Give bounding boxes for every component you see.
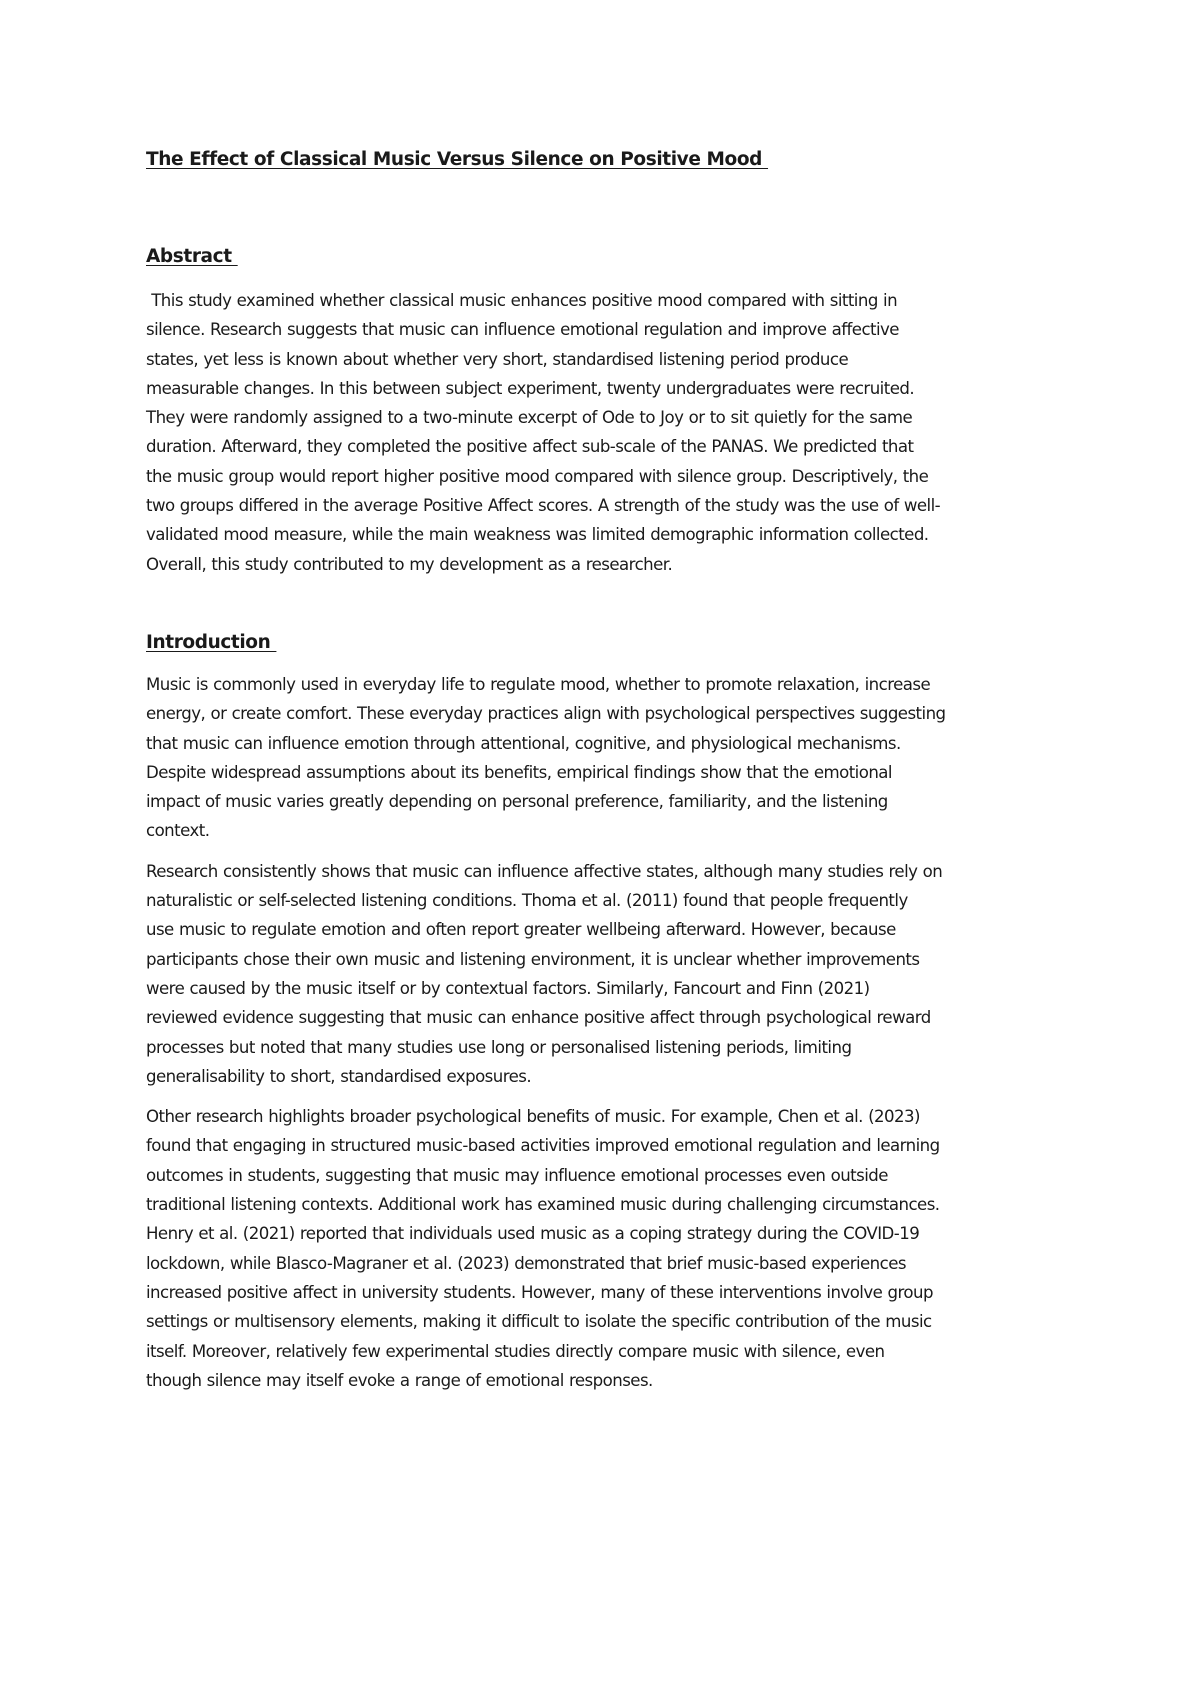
- introduction-paragraph-3: [146, 1102, 1066, 1395]
- text-line: context.: [146, 821, 210, 841]
- text-line: though silence may itself evoke a range of emotional responses.: [146, 1370, 653, 1390]
- text-line: validated mood measure, while the main weakness was limited demographic information collected.: [146, 525, 929, 545]
- text-line: outcomes in students, suggesting that music may influence emotional processes even outside: [146, 1165, 888, 1185]
- text-line: Despite widespread assumptions about its benefits, empirical findings show that the emotional: [146, 762, 892, 782]
- text-line: traditional listening contexts. Additional work has examined music during challenging circumstances.: [146, 1195, 940, 1215]
- text-line: Research consistently shows that music can influence affective states, although many studies rely on: [146, 861, 943, 881]
- text-line: measurable changes. In this between subject experiment, twenty undergraduates were recruited.: [146, 378, 915, 398]
- text-line: silence. Research suggests that music can influence emotional regulation and improve affective: [146, 320, 899, 340]
- text-line: Henry et al. (2021) reported that individuals used music as a coping strategy during the COVID-19: [146, 1224, 920, 1244]
- text-line: energy, or create comfort. These everyday practices align with psychological perspectives suggesting: [146, 704, 946, 724]
- text-line: two groups differed in the average Positive Affect scores. A strength of the study was the use of well-: [146, 496, 941, 516]
- text-line: were caused by the music itself or by contextual factors. Similarly, Fancourt and Finn (2021): [146, 978, 870, 998]
- text-line: processes but noted that many studies use long or personalised listening periods, limiting: [146, 1037, 852, 1057]
- text-line: states, yet less is known about whether very short, standardised listening period produce: [146, 349, 849, 369]
- text-line: impact of music varies greatly depending on personal preference, familiarity, and the listening: [146, 792, 888, 812]
- introduction-paragraph-2: [146, 857, 1066, 1091]
- abstract-paragraph: [146, 286, 1066, 579]
- text-line: reviewed evidence suggesting that music can enhance positive affect through psychological reward: [146, 1008, 931, 1028]
- introduction-paragraph-1: [146, 670, 1066, 846]
- introduction-heading: Introduction: [146, 631, 277, 653]
- abstract-heading: Abstract: [146, 246, 238, 267]
- text-line: increased positive affect in university students. However, many of these interventions involve group: [146, 1282, 933, 1302]
- text-line: lockdown, while Blasco-Magraner et al. (2023) demonstrated that brief music-based experiences: [146, 1253, 906, 1273]
- text-line: naturalistic or self-selected listening conditions. Thoma et al. (2011) found that people frequently: [146, 891, 908, 911]
- text-line: use music to regulate emotion and often report greater wellbeing afterward. However, because: [146, 920, 896, 940]
- document-page: [146, 148, 1066, 1395]
- text-line: generalisability to short, standardised exposures.: [146, 1066, 532, 1086]
- text-line: itself. Moreover, relatively few experimental studies directly compare music with silence, even: [146, 1341, 885, 1361]
- text-line: settings or multisensory elements, making it difficult to isolate the specific contribution of the music: [146, 1312, 932, 1332]
- document-title: The Effect of Classical Music Versus Silence on Positive Mood: [146, 149, 769, 170]
- text-line: Other research highlights broader psychological benefits of music. For example, Chen et al. (2023): [146, 1107, 920, 1127]
- text-line: the music group would report higher positive mood compared with silence group. Descriptively, the: [146, 466, 929, 486]
- text-line: participants chose their own music and listening environment, it is unclear whether improvements: [146, 949, 920, 969]
- text-line: They were randomly assigned to a two-minute excerpt of Ode to Joy or to sit quietly for the same: [146, 408, 913, 428]
- text-line: Music is commonly used in everyday life to regulate mood, whether to promote relaxation, increase: [146, 674, 931, 694]
- text-line: This study examined whether classical music enhances positive mood compared with sitting in: [146, 291, 898, 310]
- text-line: duration. Afterward, they completed the positive affect sub-scale of the PANAS. We predicted that: [146, 437, 914, 457]
- text-line: Overall, this study contributed to my development as a researcher.: [146, 554, 673, 574]
- text-line: that music can influence emotion through attentional, cognitive, and physiological mechanisms.: [146, 733, 901, 753]
- text-line: found that engaging in structured music-based activities improved emotional regulation and learning: [146, 1136, 940, 1156]
